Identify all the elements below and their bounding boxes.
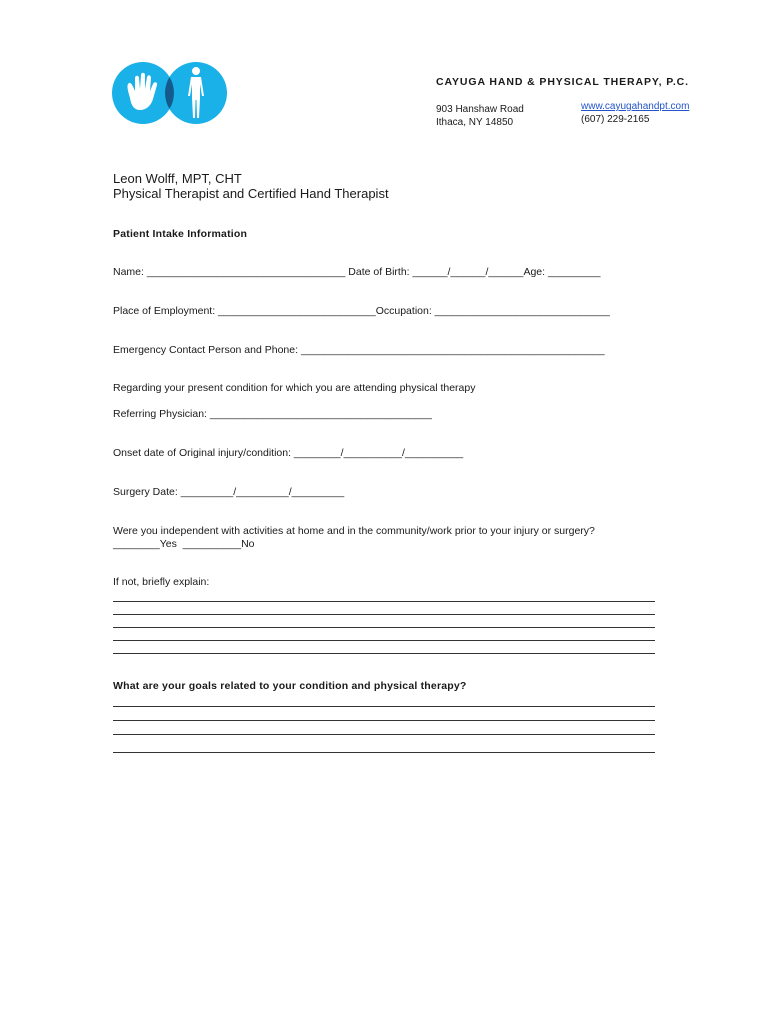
address-line-1: 903 Hanshaw Road [436, 104, 524, 115]
company-contact [581, 100, 689, 126]
website-link[interactable]: www.cayugahandpt.com [581, 101, 690, 112]
company-address [436, 103, 524, 129]
phone-number: (607) 229-2165 [581, 114, 650, 125]
company-name: CAYUGA HAND & PHYSICAL THERAPY, P.C. [436, 76, 689, 88]
goals-line[interactable] [113, 752, 655, 753]
address-line-2: Ithaca, NY 14850 [436, 117, 514, 128]
explain-line[interactable] [113, 614, 655, 615]
goals-line[interactable] [113, 720, 655, 721]
onset-date-field[interactable]: Onset date of Original injury/condition: ________/__________/__________ [113, 447, 464, 459]
referring-physician-field[interactable]: Referring Physician: ______________________________________ [113, 408, 432, 420]
therapist-title: Physical Therapist and Certified Hand Therapist [113, 186, 389, 201]
employment-occupation-field[interactable]: Place of Employment: ___________________________Occupation: ______________________________ [113, 305, 610, 317]
therapist-name: Leon Wolff, MPT, CHT [113, 171, 242, 186]
goals-title: What are your goals related to your condition and physical therapy? [113, 680, 467, 692]
explain-line[interactable] [113, 601, 655, 602]
explain-line[interactable] [113, 653, 655, 654]
explain-line[interactable] [113, 627, 655, 628]
goals-line[interactable] [113, 734, 655, 735]
regarding-condition-text: Regarding your present condition for which you are attending physical therapy [113, 382, 476, 394]
explain-label: If not, briefly explain: [113, 576, 210, 588]
independent-yes-no-field[interactable]: ________Yes __________No [113, 538, 255, 550]
independent-question: Were you independent with activities at home and in the community/work prior to your injury or surgery? [113, 525, 595, 537]
surgery-date-field[interactable]: Surgery Date: _________/_________/_________ [113, 486, 345, 498]
explain-line[interactable] [113, 640, 655, 641]
goals-line[interactable] [113, 706, 655, 707]
therapist-block [113, 171, 389, 201]
company-logo [110, 58, 230, 128]
emergency-contact-field[interactable]: Emergency Contact Person and Phone: ____________________________________________________ [113, 344, 605, 356]
name-dob-age-field[interactable]: Name: __________________________________ Date of Birth: ______/______/______Age: _________ [113, 266, 601, 278]
section-title: Patient Intake Information [113, 228, 248, 240]
